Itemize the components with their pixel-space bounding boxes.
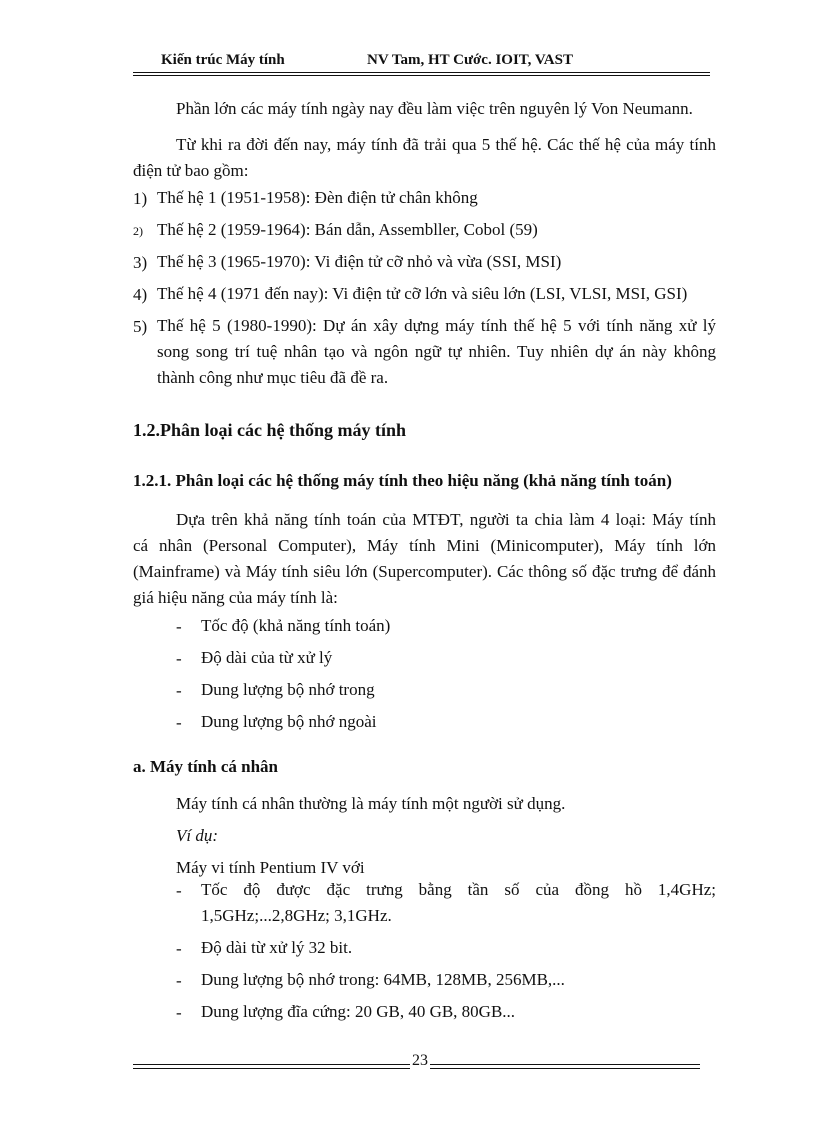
bullet-item-continuation: 1,5GHz;...2,8GHz; 3,1GHz. <box>201 906 392 925</box>
bullet-item: Dung lượng bộ nhớ trong <box>201 680 375 699</box>
intro-paragraph-2-line-1: Từ khi ra đời đến nay, máy tính đã trải qua 5 thế hệ. Các thế hệ của máy tính <box>176 135 716 154</box>
list-item: Thế hệ 5 (1980-1990): Dự án xây dựng máy tính thế hệ 5 với tính năng xử lý <box>157 316 716 335</box>
bullet-item: Tốc độ được đặc trưng bằng tần số của đồng hồ 1,4GHz; <box>201 880 716 899</box>
subsection-paragraph-line: cá nhân (Personal Computer), Máy tính Mini (Minicomputer), Máy tính lớn <box>133 536 716 555</box>
list-item: Thế hệ 4 (1971 đến nay): Vi điện tử cỡ lớn và siêu lớn (LSI, VLSI, MSI, GSI) <box>157 284 688 303</box>
bullet-item: Độ dài từ xử lý 32 bit. <box>201 938 353 957</box>
list-number: 3) <box>133 253 148 272</box>
bullet-dash: - <box>176 649 182 668</box>
list-item: Thế hệ 1 (1951-1958): Đèn điện tử chân không <box>157 188 478 207</box>
list-item: Thế hệ 3 (1965-1970): Vi điện tử cỡ nhỏ và vừa (SSI, MSI) <box>157 252 562 271</box>
list-item-continuation: song song trí tuệ nhân tạo và ngôn ngữ tự nhiên. Tuy nhiên dự án này không <box>157 342 716 361</box>
example-intro: Máy vi tính Pentium IV với <box>176 858 365 877</box>
list-item: Thế hệ 2 (1959-1964): Bán dẫn, Assembller, Cobol (59) <box>157 220 538 239</box>
footer-rule-right-bottom <box>430 1068 700 1069</box>
subsection-paragraph-line: giá hiệu năng của máy tính là: <box>133 588 338 607</box>
footer-rule-left-bottom <box>133 1068 410 1069</box>
bullet-item: Tốc độ (khả năng tính toán) <box>201 616 391 635</box>
subsection-paragraph-line: (Mainframe) và Máy tính siêu lớn (Supercomputer). Các thông số đặc trưng để đánh <box>133 562 716 581</box>
list-number: 1) <box>133 189 148 208</box>
bullet-dash: - <box>176 713 182 732</box>
subsection-heading: 1.2.1. Phân loại các hệ thống máy tính theo hiệu năng (khả năng tính toán) <box>133 471 672 490</box>
header-authors: NV Tam, HT Cước. IOIT, VAST <box>367 52 573 68</box>
bullet-item: Dung lượng bộ nhớ trong: 64MB, 128MB, 256MB,... <box>201 970 565 989</box>
header-book-title: Kiến trúc Máy tính <box>161 52 285 68</box>
bullet-dash: - <box>176 1003 182 1022</box>
example-label: Ví dụ: <box>176 826 219 845</box>
list-number: 2) <box>133 224 143 238</box>
intro-paragraph-2-line-2: điện tử bao gồm: <box>133 161 249 180</box>
header-rule-top <box>133 72 710 73</box>
bullet-item: Dung lượng bộ nhớ ngoài <box>201 712 377 731</box>
footer-rule-left-top <box>133 1064 410 1065</box>
header-rule-bottom <box>133 75 710 76</box>
section-heading: 1.2.Phân loại các hệ thống máy tính <box>133 420 407 440</box>
bullet-dash: - <box>176 881 182 900</box>
footer-rule-right-top <box>430 1064 700 1065</box>
bullet-dash: - <box>176 939 182 958</box>
subsection-paragraph-line: Dựa trên khả năng tính toán của MTĐT, người ta chia làm 4 loại: Máy tính <box>176 510 716 529</box>
bullet-item: Dung lượng đĩa cứng: 20 GB, 40 GB, 80GB... <box>201 1002 516 1021</box>
bullet-dash: - <box>176 617 182 636</box>
page-number: 23 <box>412 1052 428 1069</box>
pc-paragraph: Máy tính cá nhân thường là máy tính một người sử dụng. <box>176 794 566 813</box>
list-item-continuation: thành công như mục tiêu đã đề ra. <box>157 368 389 387</box>
list-number: 4) <box>133 285 148 304</box>
subsubsection-heading: a. Máy tính cá nhân <box>133 757 278 776</box>
intro-paragraph-1: Phần lớn các máy tính ngày nay đều làm việc trên nguyên lý Von Neumann. <box>176 99 693 118</box>
bullet-item: Độ dài của từ xử lý <box>201 648 333 667</box>
bullet-dash: - <box>176 971 182 990</box>
bullet-dash: - <box>176 681 182 700</box>
list-number: 5) <box>133 317 148 336</box>
